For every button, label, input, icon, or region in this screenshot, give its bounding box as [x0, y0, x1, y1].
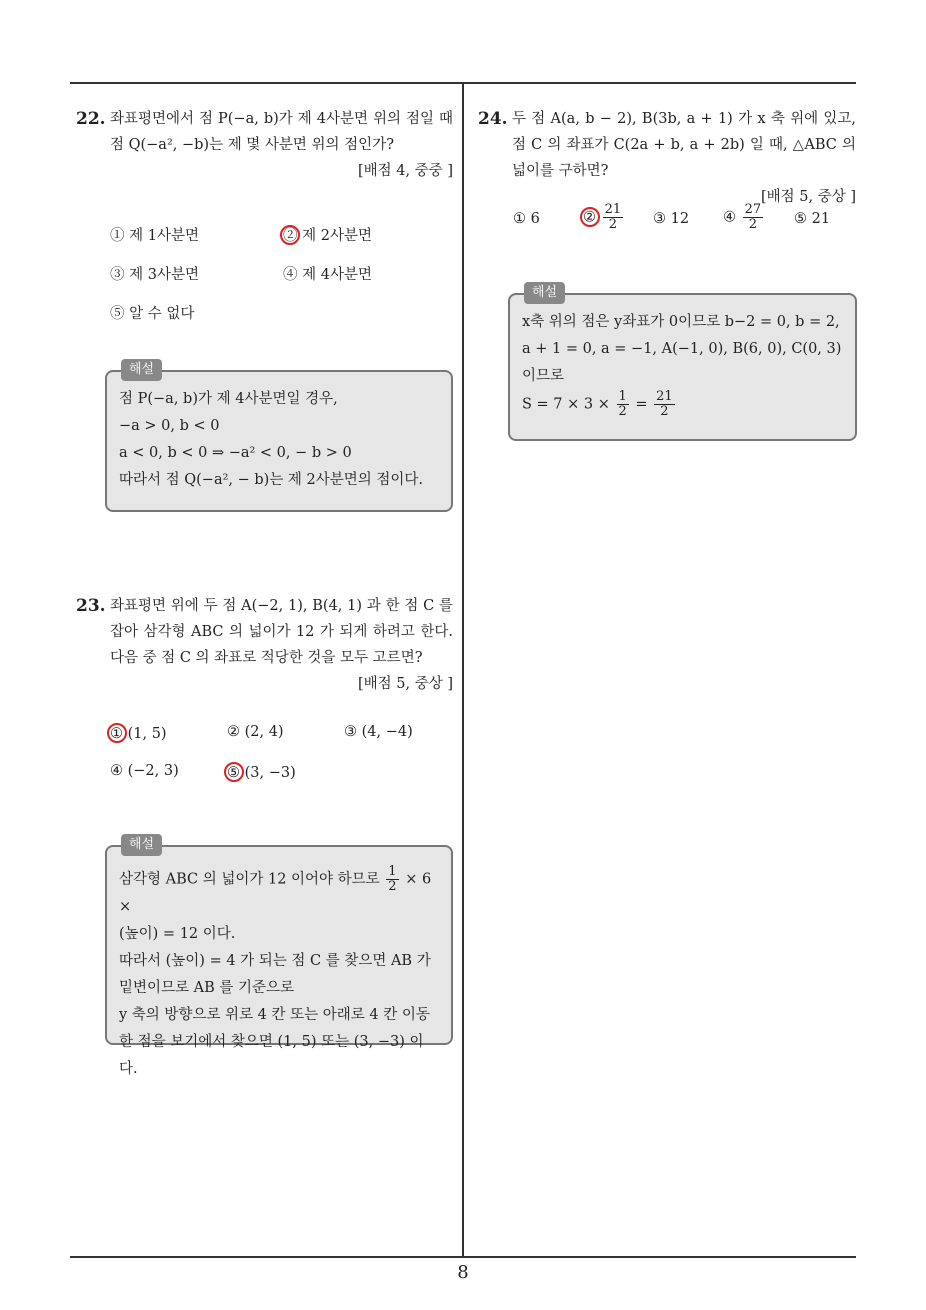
- score-label: [배점 5, 중상 ]: [760, 189, 856, 205]
- choice-4[interactable]: ④ (−2, 3): [110, 763, 179, 779]
- choice-4[interactable]: ④ $\frac{27}{2}$: [723, 202, 762, 232]
- question-text: 두 점 A(a, b − 2), B(3b, a + 1) 가 x 축 위에 있고, 점 C 의 좌표가 C(2a + b, a + 2b) 일 때, △ABC 의 넓이를 구하면?: [512, 111, 856, 179]
- solution-tag: 해설: [121, 359, 162, 381]
- answer-circle-mark: [580, 207, 600, 227]
- solution-line: 한 점을 보기에서 찾으면 (1, 5) 또는 (3, −3) 이다.: [119, 1034, 424, 1077]
- question-23: [76, 593, 453, 697]
- solution-line: (높이) = 12 이다.: [119, 926, 236, 942]
- solution-tag: 해설: [121, 834, 162, 856]
- solution-line: 따라서 (높이) = 4 가 되는 점 C 를 찾으면 AB 가: [119, 953, 431, 969]
- solution-line: 따라서 점 Q(−a², − b)는 제 2사분면의 점이다.: [119, 472, 424, 488]
- fraction: $\frac{1}{2}$: [388, 864, 397, 894]
- score-label: [배점 4, 중중 ]: [357, 163, 453, 179]
- q24-solution-box: [508, 285, 857, 441]
- fraction: $\frac{1}{2}$: [618, 389, 627, 419]
- choice-2[interactable]: ② (2, 4): [227, 724, 284, 740]
- question-number: 22.: [76, 109, 106, 129]
- solution-line: x축 위의 점은 y좌표가 0이므로 b−2 = 0, b = 2,: [522, 314, 840, 330]
- question-text: 좌표평면 위에 두 점 A(−2, 1), B(4, 1) 과 한 점 C 를 잡아 삼각형 ABC 의 넓이가 12 가 되게 하려고 한다. 다음 중 점 C 의 좌표로 적당한 것을 모두 고르면?: [110, 598, 453, 666]
- question-number: 23.: [76, 596, 106, 616]
- choice-5[interactable]: ⑤ (3, −3): [227, 763, 296, 783]
- solution-line: −a > 0, b < 0: [119, 418, 220, 434]
- question-text: 좌표평면에서 점 P(−a, b)가 제 4사분면 위의 점일 때 점 Q(−a², −b)는 제 몇 사분면 위의 점인가?: [110, 111, 453, 153]
- bottom-rule: [70, 1256, 856, 1258]
- q23-choices: [110, 724, 460, 794]
- answer-circle-mark: [224, 762, 244, 782]
- solution-line: a < 0, b < 0 ⇒ −a² < 0, − b > 0: [119, 445, 352, 461]
- q22-choices: [110, 224, 460, 334]
- choice-1[interactable]: ① (1, 5): [110, 724, 167, 744]
- solution-line: 점 P(−a, b)가 제 4사분면일 경우,: [119, 391, 338, 407]
- q23-solution-box: [105, 837, 453, 1077]
- question-number: 24.: [478, 109, 508, 129]
- choice-2[interactable]: ② $\frac{21}{2}$: [583, 203, 625, 232]
- center-divider: [462, 82, 464, 1257]
- choice-2[interactable]: ② 제 2사분면: [283, 224, 372, 246]
- solution-line: 이므로: [522, 368, 565, 384]
- answer-circle-mark: [280, 225, 300, 245]
- solution-line: a + 1 = 0, a = −1, A(−1, 0), B(6, 0), C(0, 3): [522, 341, 842, 357]
- choice-5[interactable]: ⑤ 21: [794, 211, 831, 227]
- choice-3[interactable]: ③ 제 3사분면: [110, 267, 199, 283]
- choice-1[interactable]: ① 6: [513, 211, 540, 227]
- fraction: $\frac{21}{2}$: [656, 389, 673, 419]
- choice-5[interactable]: ⑤ 알 수 없다: [110, 306, 195, 322]
- q22-solution-box: [105, 362, 453, 512]
- solution-line: S = 7 × 3 × $\frac{1}{2}$ = $\frac{21}{2}$: [522, 389, 673, 419]
- question-22: [76, 106, 453, 184]
- choice-1[interactable]: ① 제 1사분면: [110, 228, 199, 244]
- answer-circle-mark: [107, 723, 127, 743]
- choice-3[interactable]: ③ (4, −4): [344, 724, 413, 740]
- solution-line: y 축의 방향으로 위로 4 칸 또는 아래로 4 칸 이동: [119, 1007, 430, 1023]
- fraction: $\frac{21}{2}$: [604, 202, 622, 232]
- solution-line: 삼각형 ABC 의 넓이가 12 이어야 하므로 $\frac{1}{2}$ × 6 ×: [119, 864, 432, 915]
- page-number: 8: [457, 1262, 469, 1283]
- q24-choices: [513, 203, 853, 243]
- choice-4[interactable]: ④ 제 4사분면: [283, 267, 372, 283]
- fraction: $\frac{27}{2}$: [744, 202, 762, 232]
- solution-line: 밑변이므로 AB 를 기준으로: [119, 980, 295, 996]
- solution-tag: 해설: [524, 282, 565, 304]
- score-label: [배점 5, 중상 ]: [357, 676, 453, 692]
- question-24: [478, 106, 856, 210]
- choice-3[interactable]: ③ 12: [653, 211, 690, 227]
